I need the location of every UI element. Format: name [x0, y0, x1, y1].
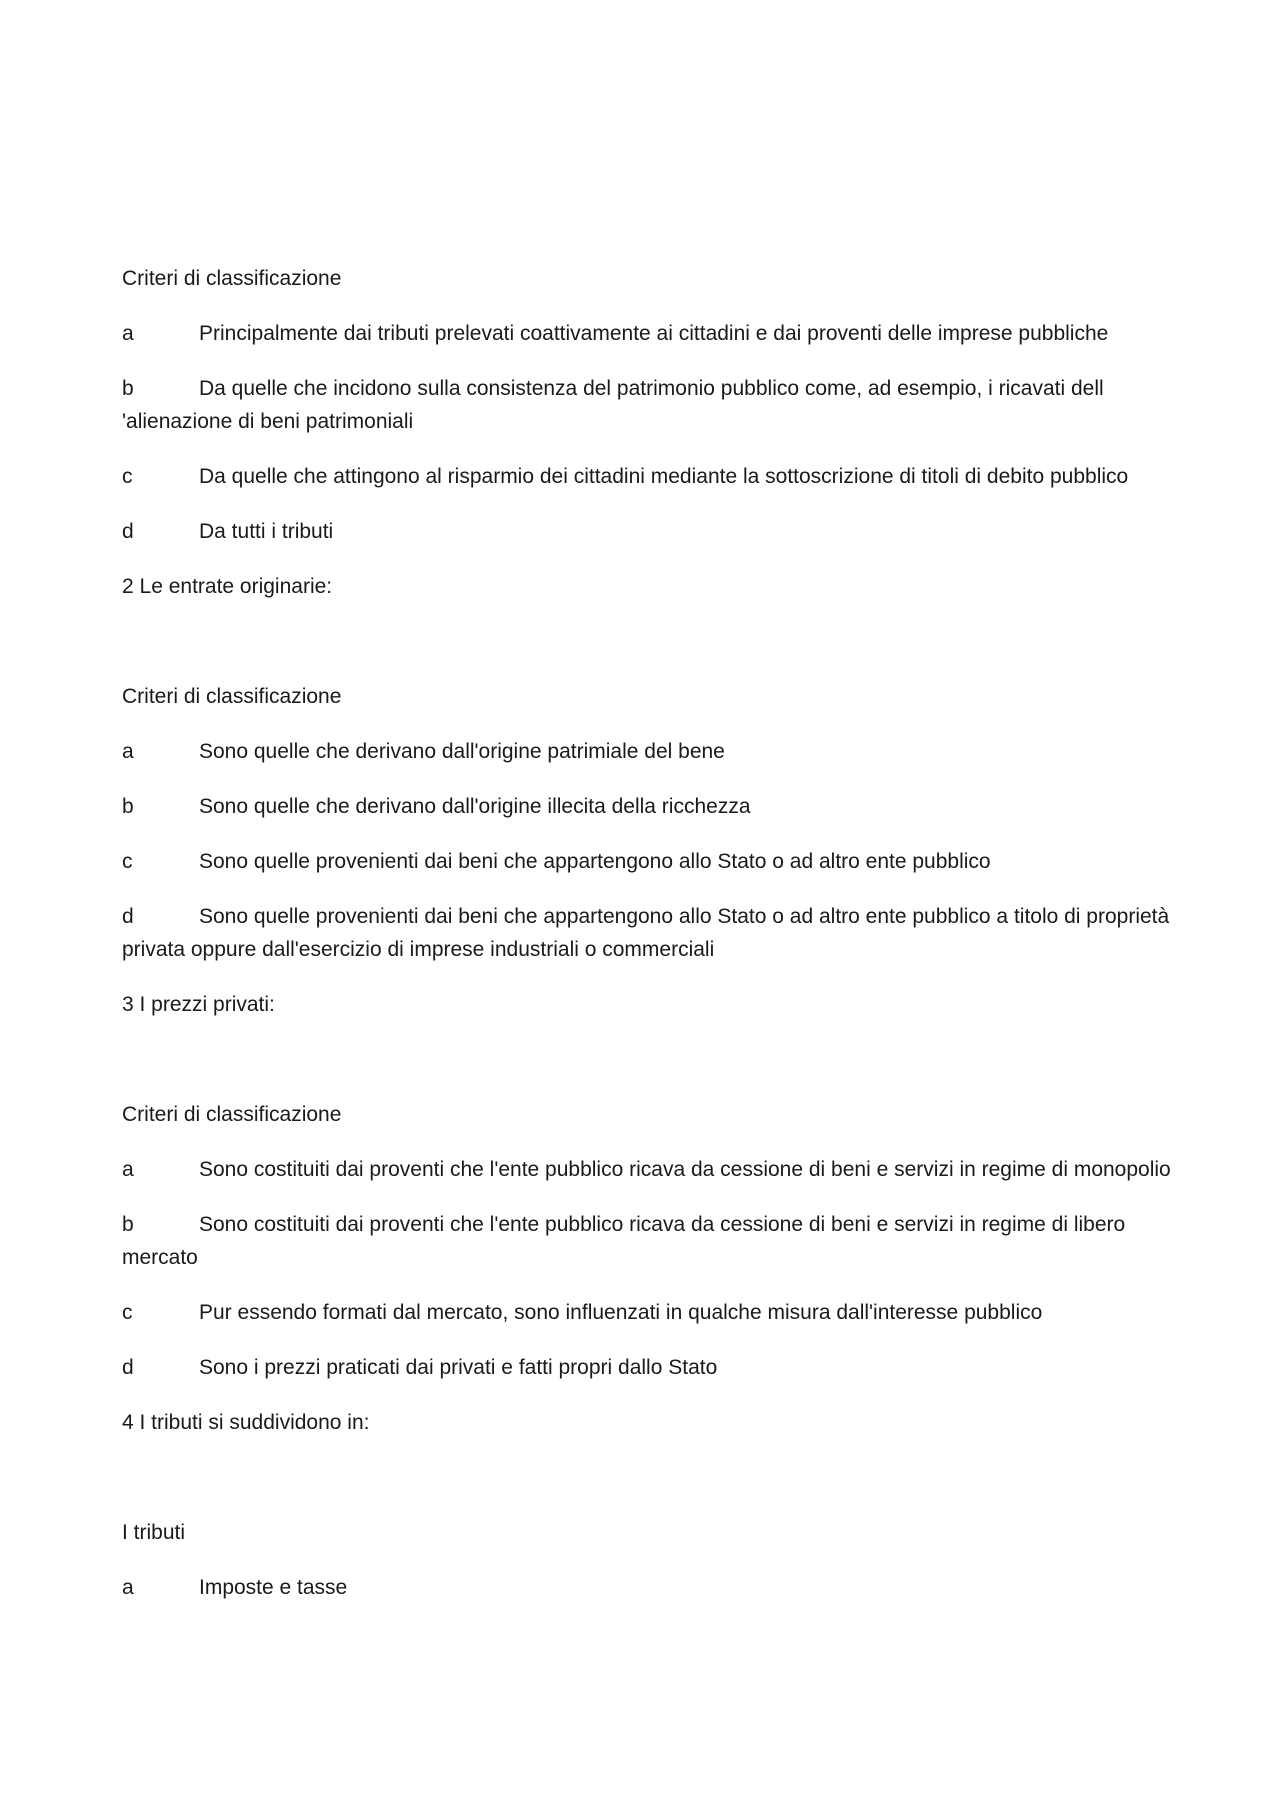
option-text: Pur essendo formati dal mercato, sono influenzati in qualche misura dall'interesse pubblico: [199, 1301, 1043, 1324]
option-letter: b: [122, 377, 134, 400]
option-letter: d: [122, 1356, 134, 1379]
question-title: 3 I prezzi privati:: [122, 993, 275, 1016]
option-letter: a: [122, 740, 134, 763]
option-letter: c: [122, 465, 133, 488]
option-text: Sono quelle provenienti dai beni che appartengono allo Stato o ad altro ente pubblico a titolo di proprietà privata oppure dall'esercizio di imprese industriali o commerciali: [122, 905, 1170, 961]
answer-option-c: [122, 460, 1172, 493]
blank-line: [122, 625, 1172, 680]
answer-option-c: [122, 845, 1172, 878]
option-text: Da tutti i tributi: [199, 520, 334, 543]
blank-line: [122, 1043, 1172, 1098]
answer-option-b: [122, 1208, 1172, 1274]
section-heading: Criteri di classificazione: [122, 267, 342, 290]
blank-line: [122, 1461, 1172, 1516]
option-letter: b: [122, 795, 134, 818]
option-text: Principalmente dai tributi prelevati coattivamente ai cittadini e dai proventi delle imprese pubbliche: [199, 322, 1109, 345]
option-text: Sono costituiti dai proventi che l'ente pubblico ricava da cessione di beni e servizi in regime di monopolio: [199, 1158, 1171, 1181]
answer-option-c: [122, 1296, 1172, 1329]
question-title: 2 Le entrate originarie:: [122, 575, 333, 598]
section-heading: Criteri di classificazione: [122, 1103, 342, 1126]
option-letter: d: [122, 905, 134, 928]
option-text: Sono quelle che derivano dall'origine illecita della ricchezza: [199, 795, 751, 818]
document-page: [122, 262, 1172, 1626]
option-text: Da quelle che attingono al risparmio dei cittadini mediante la sottoscrizione di titoli di debito pubblico: [199, 465, 1129, 488]
option-letter: d: [122, 520, 134, 543]
option-text: Da quelle che incidono sulla consistenza del patrimonio pubblico come, ad esempio, i ricavati dell 'alienazione di beni patrimoniali: [122, 377, 1104, 433]
question-title: 4 I tributi si suddividono in:: [122, 1411, 370, 1434]
answer-option-d: [122, 900, 1172, 966]
answer-option-a: [122, 1571, 1172, 1604]
section-heading: I tributi: [122, 1521, 186, 1544]
option-text: Imposte e tasse: [199, 1576, 348, 1599]
answer-option-a: [122, 735, 1172, 768]
option-letter: c: [122, 1301, 133, 1324]
option-text: Sono i prezzi praticati dai privati e fatti propri dallo Stato: [199, 1356, 718, 1379]
answer-option-d: [122, 515, 1172, 548]
option-text: Sono costituiti dai proventi che l'ente pubblico ricava da cessione di beni e servizi in regime di libero mercato: [122, 1213, 1126, 1269]
option-text: Sono quelle che derivano dall'origine patrimiale del bene: [199, 740, 725, 763]
option-letter: a: [122, 1158, 134, 1181]
option-letter: a: [122, 322, 134, 345]
answer-option-d: [122, 1351, 1172, 1384]
option-letter: c: [122, 850, 133, 873]
option-text: Sono quelle provenienti dai beni che appartengono allo Stato o ad altro ente pubblico: [199, 850, 991, 873]
option-letter: b: [122, 1213, 134, 1236]
answer-option-b: [122, 372, 1172, 438]
answer-option-a: [122, 317, 1172, 350]
section-heading: Criteri di classificazione: [122, 685, 342, 708]
answer-option-b: [122, 790, 1172, 823]
answer-option-a: [122, 1153, 1172, 1186]
option-letter: a: [122, 1576, 134, 1599]
